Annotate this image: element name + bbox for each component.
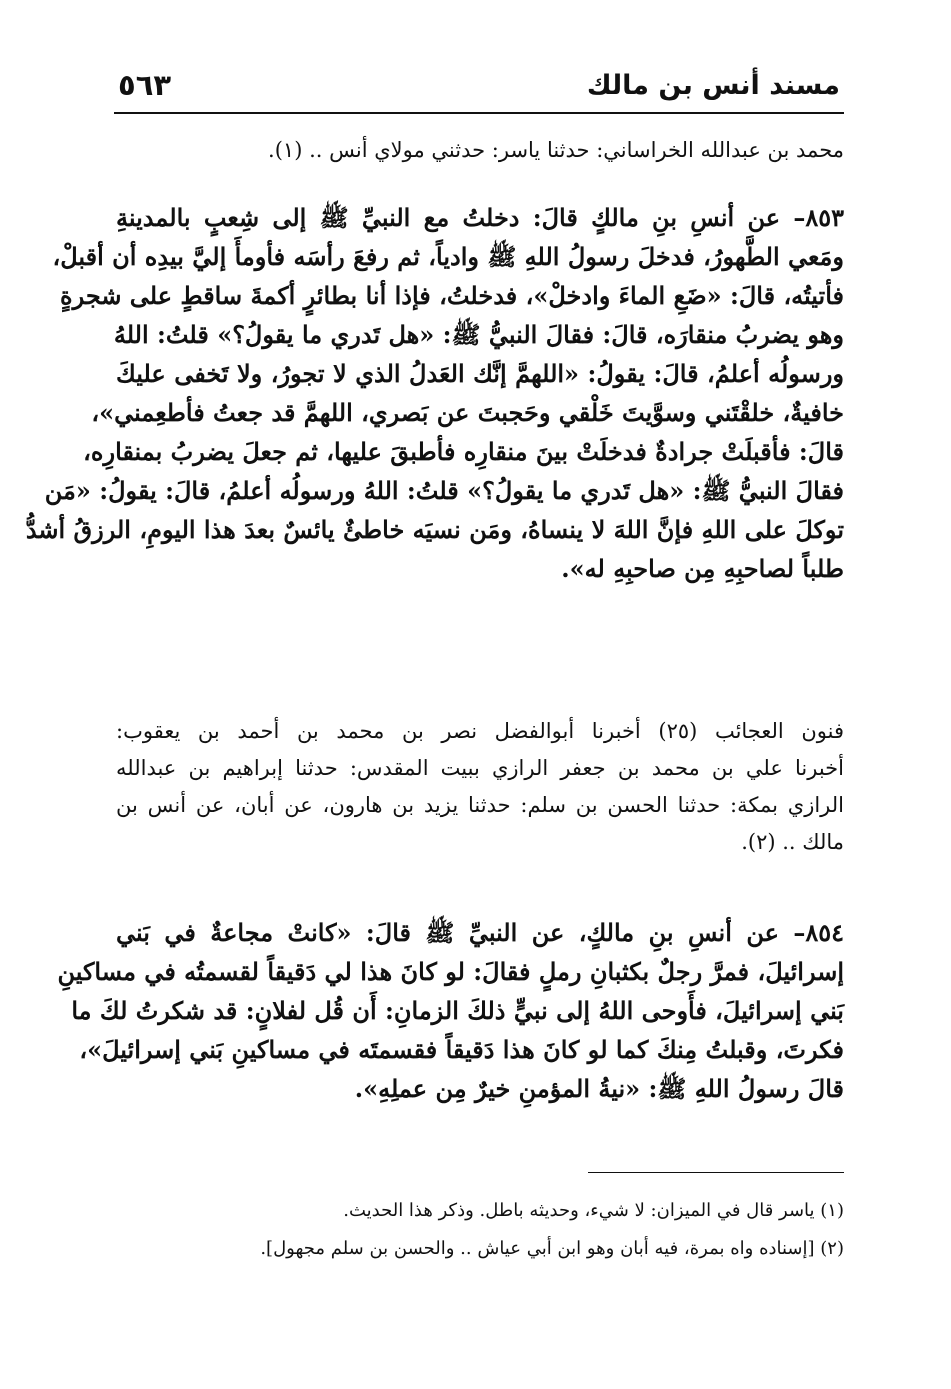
text-line: فقالَ النبيُّ ﷺ: «هل تَدري ما يقولُ؟» قلتُ: اللهُ ورسولُه أعلمُ، قالَ: يقولُ: «مَن <box>44 476 844 505</box>
text-line: إسرائيلَ، فمرَّ رجلٌ بكثبانِ رملٍ فقالَ: لو كانَ هذا لي دَقيقاً لقسمتُه في مساكينِ <box>57 957 844 986</box>
text-line: فكرتَ، وقبلتُ مِنكَ كما لو كانَ هذا دَقيقاً فقسمتَه في مساكينِ بَني إسرائيلَ»، <box>79 1035 844 1064</box>
text-line: قالَ رسولُ اللهِ ﷺ: «نيةُ المؤمنِ خيرٌ مِن عملِهِ». <box>354 1074 844 1103</box>
page-number: ٥٦٣ <box>118 68 172 102</box>
isnad-paragraph <box>116 132 844 169</box>
running-header <box>118 68 840 108</box>
text-line: مالك .. (٢). <box>741 830 844 854</box>
text-line: بَني إسرائيلَ، فأَوحى اللهُ إلى نبيٍّ ذلكَ الزمانِ: أَن قُل لفلانٍ: قد شكرتُ لكَ ما <box>71 996 844 1025</box>
footnotes <box>116 1192 844 1268</box>
text-line: ومَعي الطَّهورُ، فدخلَ رسولُ اللهِ ﷺ وادياً، ثم رفعَ رأسَه فأومأَ إليَّ بيدِه أن أقبلْ، <box>52 242 844 271</box>
hadith-854 <box>57 913 844 1108</box>
text-line: خافيةٌ، خلقْتَني وسوَّيتَ خَلْقي وحَجبتَ عن بَصري، اللهمَّ قد جعتُ فأطعِمني»، <box>91 398 844 427</box>
isnad-paragraph <box>116 713 844 861</box>
running-title: مسند أنس بن مالك <box>586 70 840 101</box>
hadith-853 <box>25 198 844 588</box>
footnote-2: (٢) [إسناده واه بمرة، فيه أبان وهو ابن أبي عياش .. والحسن بن سلم مجهول]. <box>260 1238 844 1259</box>
footnote-1: (١) ياسر قال في الميزان: لا شيء، وحديثه باطل. وذكر هذا الحديث. <box>343 1200 844 1221</box>
text-line: ورسولُه أعلمُ، قالَ: يقولُ: «اللهمَّ إنَّك العَدلُ الذي لا تجورُ، ولا تَخفى عليكَ <box>116 359 844 388</box>
text-line: توكلَ على اللهِ فإنَّ اللهَ لا ينساهُ، ومَن نسيَه خاطئٌ يائسٌ بعدَ هذا اليومِ، الرزقُ أشدُّ <box>25 515 844 544</box>
text-line: أخبرنا علي بن محمد بن جعفر الرازي ببيت المقدس: حدثنا إبراهيم بن عبدالله <box>116 756 844 780</box>
text-line: فأتيتُه، قالَ: «ضَعِ الماءَ وادخلْ»، فدخلتُ، فإذا أنا بطائرٍ أكمةَ ساقطٍ على شجرةٍ <box>60 281 844 310</box>
header-rule <box>114 112 844 114</box>
text-line: ٨٥٣– عن أنسِ بنِ مالكٍ قالَ: دخلتُ مع النبيِّ ﷺ إلى شِعبٍ بالمدينةِ <box>116 203 844 232</box>
text-line: ٨٥٤– عن أنسِ بنِ مالكٍ، عن النبيِّ ﷺ قالَ: «كانتْ مجاعةٌ في بَني <box>116 918 844 947</box>
text-line: طلباً لصاحبِهِ مِن صاحبِهِ له». <box>561 554 844 583</box>
text-line: الرازي بمكة: حدثنا الحسن بن سلم: حدثنا يزيد بن هارون، عن أبان، عن أنس بن <box>116 793 844 817</box>
text-line: قالَ: فأقبلَتْ جرادةٌ فدخلَتْ بينَ منقارِه فأطبقَ عليها، ثم جعلَ يضربُ بمنقارِه، <box>83 437 844 466</box>
footnote-rule <box>588 1172 844 1173</box>
text-line: فنون العجائب (٢٥) أخبرنا أبوالفضل نصر بن محمد بن أحمد بن يعقوب: <box>116 719 844 743</box>
text-line: وهو يضربُ منقارَه، قالَ: فقالَ النبيُّ ﷺ: «هل تَدري ما يقولُ؟» قلتُ: اللهُ <box>113 320 844 349</box>
text-line: محمد بن عبدالله الخراساني: حدثنا ياسر: حدثني مولاي أنس .. (١). <box>268 138 844 162</box>
